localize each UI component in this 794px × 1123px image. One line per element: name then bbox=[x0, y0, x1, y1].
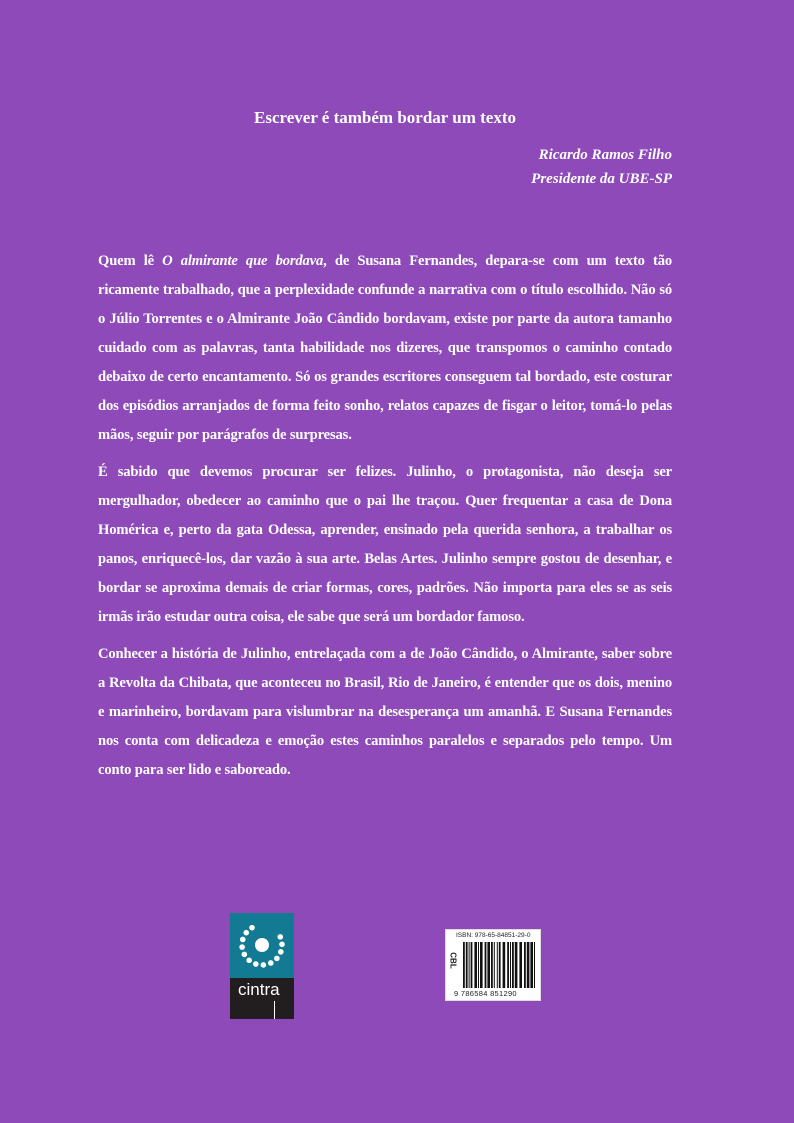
paragraph-2: É sabido que devemos procurar ser felizes. Julinho, o protagonista, não deseja ser mergulhador, obedecer ao caminho que o pai lhe traçou. Quer frequentar a casa de Dona Homérica e, perto da gata Odessa, aprender, ensinado pela querida senhora, a trabalhar os panos, enriquecê-los, dar vazão à sua arte. Belas Artes. Julinho sempre gostou de desenhar, e bordar se aproxima demais de criar formas, cores, padrões. Não importa para eles se as seis irmãs irão estudar outra coisa, ele sabe que será um bordador famoso. bbox=[98, 464, 672, 625]
cbl-mark: CBL bbox=[448, 952, 458, 969]
paragraph-1: Quem lê O almirante que bordava, de Susana Fernandes, depara-se com um texto tão ricamente trabalhado, que a perplexidade confunde a narrativa com o título escolhido. Não só o Júlio Torrentes e o Almirante João Cândido bordavam, existe por parte da autora tamanho cuidado com as palavras, tanta habilidade nos dizeres, que transpomos o caminho contado debaixo de certo encantamento. Só os grandes escritores conseguem tal bordado, este costurar dos episódios arranjados de forma feito sonho, relatos capazes de fisgar o leitor, tomá-lo pelas mãos, seguir por parágrafos de surpresas. bbox=[98, 253, 672, 443]
author-role: Presidente da UBE-SP bbox=[531, 171, 672, 187]
publisher-logo bbox=[230, 913, 294, 1019]
logo-line bbox=[274, 1001, 275, 1019]
book-title: O almirante que bordava bbox=[162, 253, 324, 269]
isbn-barcode bbox=[445, 929, 541, 1001]
barcode-bars bbox=[463, 942, 537, 988]
logo-text: cintra bbox=[238, 980, 280, 999]
logo-dots-panel bbox=[230, 913, 294, 978]
author-name: Ricardo Ramos Filho bbox=[538, 147, 672, 163]
dots-circle-icon bbox=[230, 913, 294, 978]
barcode-digits: 9 786584 851290 bbox=[454, 989, 517, 998]
title: Escrever é também bordar um texto bbox=[253, 108, 517, 127]
isbn-label: ISBN: 978-65-84851-29-0 bbox=[456, 932, 531, 939]
paragraph-3: Conhecer a história de Julinho, entrelaçada com a de João Cândido, o Almirante, saber sobre a Revolta da Chibata, que aconteceu no Brasil, Rio de Janeiro, é entender que os dois, menino e marinheiro, bordavam para vislumbrar na desesperança um amanhã. E Susana Fernandes nos conta com delicadeza e emoção estes caminhos paralelos e separados pelo tempo. Um conto para ser lido e saboreado. bbox=[98, 646, 672, 778]
body-text bbox=[98, 247, 672, 793]
